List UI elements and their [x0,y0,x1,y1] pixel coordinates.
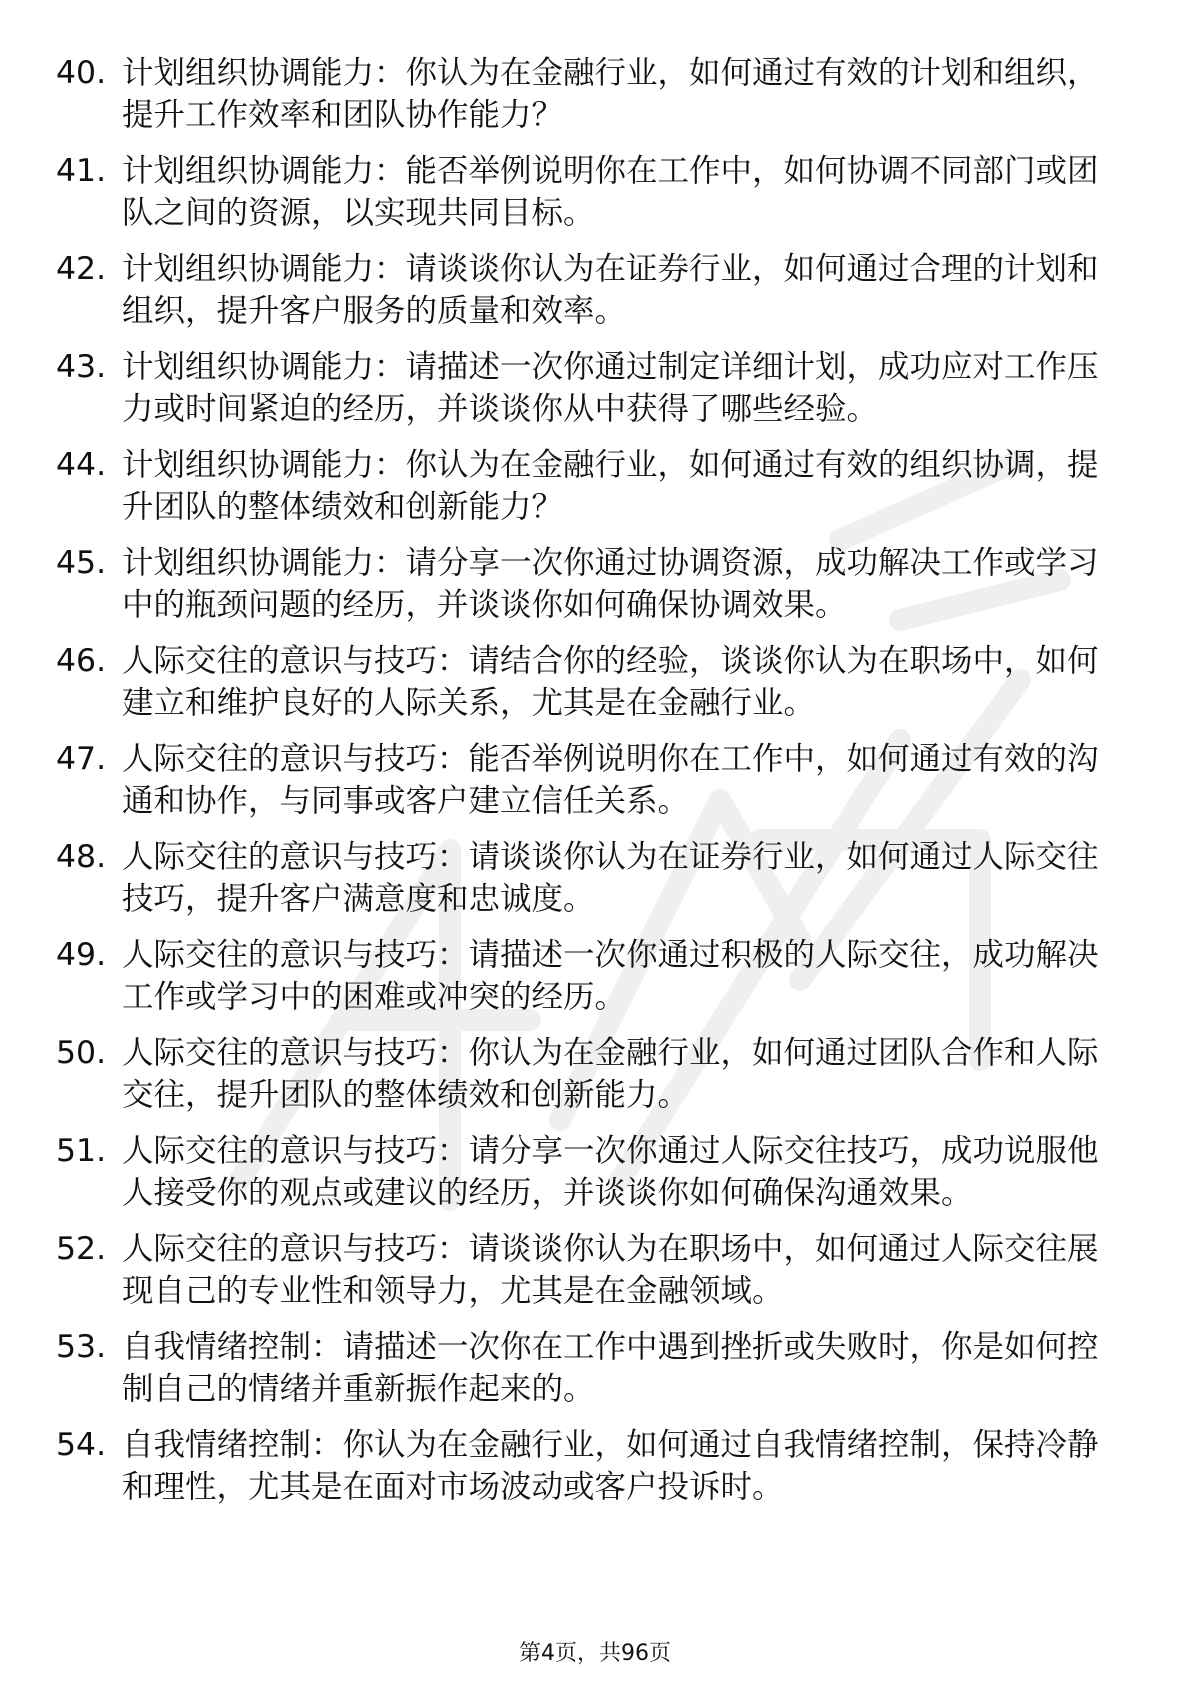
list-item [56,346,1116,430]
question-number: 50. [56,1035,107,1071]
list-item [56,150,1116,234]
question-text: 人际交往的意识与技巧：请谈谈你认为在职场中，如何通过人际交往展现自己的专业性和领导力，尤其是在金融领域。 [122,1231,1099,1309]
question-text: 计划组织协调能力：请描述一次你通过制定详细计划，成功应对工作压力或时间紧迫的经历，并谈谈你从中获得了哪些经验。 [122,349,1099,427]
question-number: 46. [56,643,107,679]
question-number: 44. [56,447,107,483]
page-number-footer: 第4页，共96页 [519,1641,671,1666]
question-number: 45. [56,545,107,581]
question-text: 人际交往的意识与技巧：请分享一次你通过人际交往技巧，成功说服他人接受你的观点或建议的经历，并谈谈你如何确保沟通效果。 [122,1133,1099,1211]
question-number: 53. [56,1329,107,1365]
list-item [56,444,1116,528]
question-text: 人际交往的意识与技巧：能否举例说明你在工作中，如何通过有效的沟通和协作，与同事或客户建立信任关系。 [122,741,1099,819]
question-number: 41. [56,153,107,189]
question-text: 人际交往的意识与技巧：你认为在金融行业，如何通过团队合作和人际交往，提升团队的整体绩效和创新能力。 [122,1035,1099,1113]
question-text: 人际交往的意识与技巧：请结合你的经验，谈谈你认为在职场中，如何建立和维护良好的人际关系，尤其是在金融行业。 [122,643,1099,721]
question-number: 43. [56,349,107,385]
list-item [56,1130,1116,1214]
question-number: 52. [56,1231,107,1267]
list-item [56,836,1116,920]
question-text: 计划组织协调能力：你认为在金融行业，如何通过有效的组织协调，提升团队的整体绩效和创新能力？ [122,447,1099,525]
question-number: 51. [56,1133,107,1169]
question-text: 自我情绪控制：请描述一次你在工作中遇到挫折或失败时，你是如何控制自己的情绪并重新振作起来的。 [122,1329,1099,1407]
question-number: 47. [56,741,107,777]
question-text: 计划组织协调能力：请分享一次你通过协调资源，成功解决工作或学习中的瓶颈问题的经历，并谈谈你如何确保协调效果。 [122,545,1099,623]
list-item [56,934,1116,1018]
list-item [56,1424,1116,1508]
list-item [56,1326,1116,1410]
list-item [56,738,1116,822]
list-item [56,248,1116,332]
question-number: 42. [56,251,107,287]
list-item [56,52,1116,136]
list-item [56,542,1116,626]
list-item [56,1032,1116,1116]
question-text: 计划组织协调能力：能否举例说明你在工作中，如何协调不同部门或团队之间的资源，以实现共同目标。 [122,153,1099,231]
list-item [56,640,1116,724]
list-item [56,1228,1116,1312]
question-text: 计划组织协调能力：你认为在金融行业，如何通过有效的计划和组织，提升工作效率和团队协作能力？ [122,55,1099,133]
question-number: 49. [56,937,107,973]
question-text: 人际交往的意识与技巧：请描述一次你通过积极的人际交往，成功解决工作或学习中的困难或冲突的经历。 [122,937,1099,1015]
question-number: 40. [56,55,107,91]
question-list [56,52,1116,1522]
question-text: 人际交往的意识与技巧：请谈谈你认为在证券行业，如何通过人际交往技巧，提升客户满意度和忠诚度。 [122,839,1099,917]
question-number: 54. [56,1427,107,1463]
question-text: 计划组织协调能力：请谈谈你认为在证券行业，如何通过合理的计划和组织，提升客户服务的质量和效率。 [122,251,1099,329]
question-text: 自我情绪控制：你认为在金融行业，如何通过自我情绪控制，保持冷静和理性，尤其是在面对市场波动或客户投诉时。 [122,1427,1099,1505]
question-number: 48. [56,839,107,875]
